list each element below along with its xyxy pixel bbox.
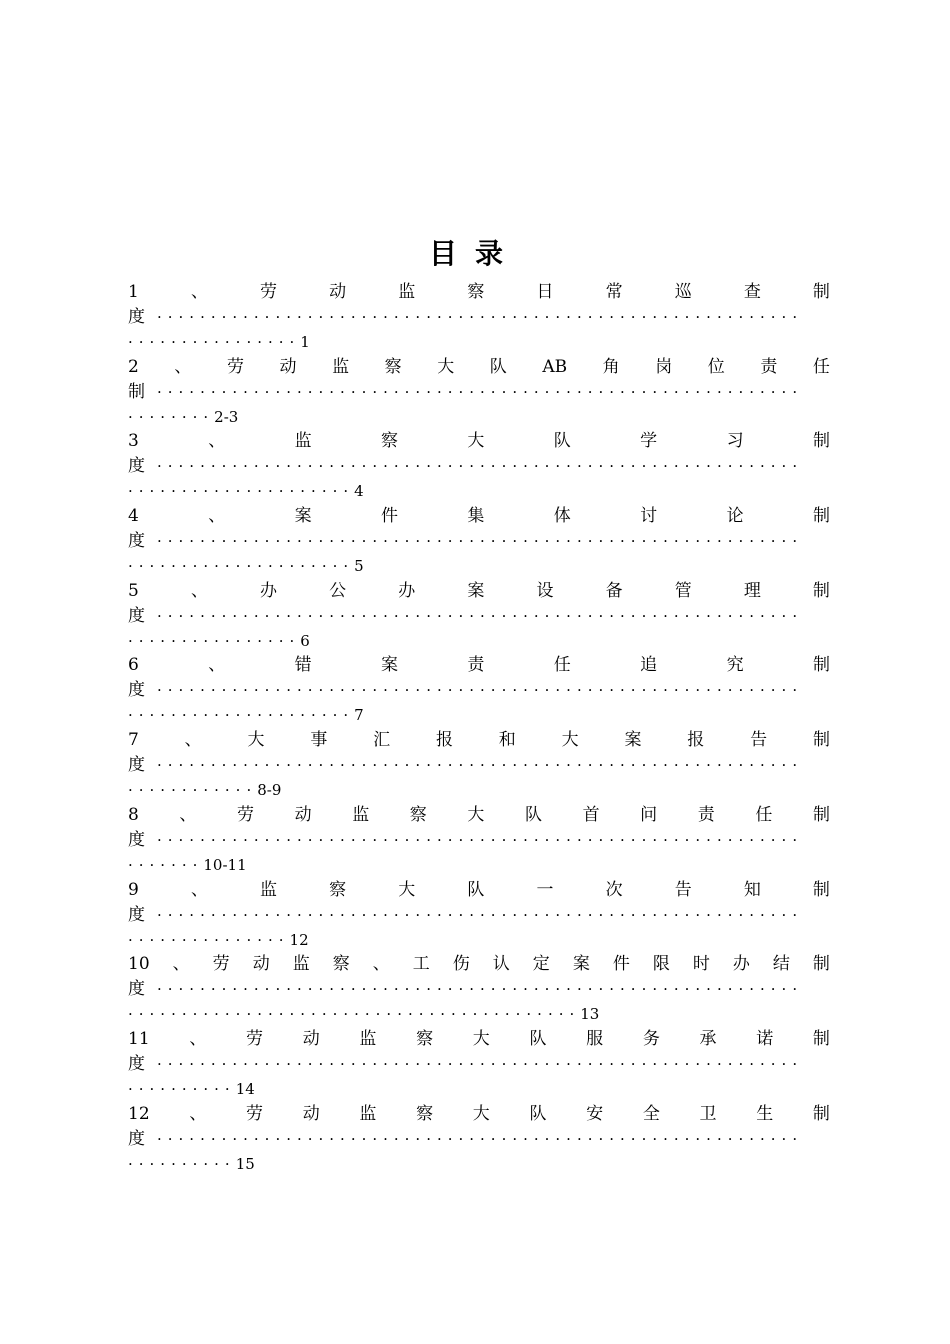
toc-entry-token: 、	[190, 879, 208, 900]
toc-entry-token: 监	[332, 356, 350, 377]
toc-entry-token: 安	[586, 1103, 604, 1124]
toc-entry-token: 监	[292, 954, 310, 975]
toc-page-number: 13	[580, 1005, 600, 1024]
toc-entry-page-line	[128, 778, 830, 803]
toc-entry[interactable]	[128, 579, 830, 654]
toc-entry-heading	[128, 579, 830, 604]
toc-entry[interactable]	[128, 952, 830, 1027]
toc-entry-token: 大	[247, 730, 265, 751]
toc-entry-token: 监	[294, 431, 312, 452]
toc-page-number: 14	[235, 1079, 255, 1098]
toc-page-number: 4	[354, 482, 364, 501]
toc-entry-token: 案	[624, 730, 642, 751]
toc-entry-token: 大	[467, 431, 485, 452]
toc-dot-leader: ··········································	[128, 1005, 581, 1024]
toc-entry-token: 察	[409, 804, 427, 825]
toc-entry-last-char: 度	[128, 979, 145, 1000]
toc-entry-token: 问	[640, 804, 658, 825]
toc-entry-continuation	[128, 903, 830, 928]
toc-entry-token: 案	[294, 506, 312, 527]
toc-entry-token: 1	[128, 282, 139, 302]
toc-entry-token: 日	[536, 282, 554, 302]
toc-entry-last-char: 度	[128, 1053, 145, 1074]
toc-entry-token: 集	[467, 506, 485, 527]
toc-dot-leader: ····························································	[157, 681, 804, 700]
toc-entry-token: 大	[472, 1028, 490, 1049]
toc-dot-leader: ····························································	[157, 830, 804, 849]
toc-entry-token: 任	[812, 356, 830, 377]
toc-entry-token: 察	[384, 356, 402, 377]
toc-page-number: 15	[235, 1154, 255, 1173]
toc-dot-leader: ················	[128, 333, 301, 351]
toc-entry-token: 劳	[246, 1103, 264, 1124]
toc-entry-token: 论	[726, 506, 744, 527]
toc-dot-leader: ····························································	[157, 382, 804, 401]
toc-entry-token: 限	[652, 954, 670, 975]
toc-entry-token: 察	[381, 431, 398, 452]
toc-entry-token: 5	[128, 580, 139, 601]
toc-entry-token: 队	[553, 431, 571, 452]
toc-page-number: 2-3	[214, 407, 239, 426]
toc-entry-token: 岗	[655, 356, 673, 377]
toc-entry-page-line	[128, 479, 830, 504]
toc-entry-last-char: 度	[128, 904, 145, 925]
toc-entry-last-char: 度	[128, 456, 145, 477]
toc-entry-token: 监	[260, 879, 278, 900]
toc-entry-token: 动	[252, 954, 270, 975]
toc-entry-continuation	[128, 678, 830, 703]
toc-entry-continuation	[128, 529, 830, 554]
toc-entry-last-char: 度	[128, 531, 145, 552]
toc-dot-leader: ··········	[128, 1154, 236, 1173]
toc-entry-heading	[128, 1027, 830, 1052]
toc-entry-token: 队	[524, 804, 542, 825]
toc-entry-token: 追	[640, 655, 658, 676]
toc-entry-page-line	[128, 629, 830, 654]
toc-entry-token: 制	[812, 954, 830, 975]
toc-entry-token: 工	[412, 954, 430, 975]
toc-entry-token: 劳	[212, 954, 230, 975]
toc-entry-page-line	[128, 405, 830, 430]
toc-entry-token: 案	[467, 580, 485, 601]
toc-dot-leader: ············	[128, 781, 258, 800]
toc-entry-token: 位	[707, 356, 725, 377]
toc-entry[interactable]	[128, 355, 830, 430]
toc-entry-token: 诺	[756, 1028, 774, 1049]
toc-dot-leader: ····························································	[157, 457, 804, 476]
toc-entry-continuation	[128, 454, 830, 479]
toc-entry-continuation	[128, 380, 830, 405]
table-of-contents	[128, 280, 830, 1176]
toc-entry-heading	[128, 355, 830, 380]
toc-entry-token: 制	[812, 730, 830, 751]
toc-entry-token: 大	[437, 356, 455, 377]
toc-entry-token: 12	[128, 1103, 150, 1124]
toc-entry-token: 公	[329, 580, 347, 601]
toc-entry-token: 大	[472, 1103, 490, 1124]
toc-dot-leader: ····························································	[157, 308, 804, 326]
toc-entry-page-line	[128, 853, 830, 878]
toc-entry[interactable]	[128, 1102, 830, 1177]
toc-entry-token: 察	[467, 282, 485, 302]
toc-entry-token: 队	[467, 879, 485, 900]
toc-entry-token: 10	[128, 954, 150, 975]
toc-entry-token: 、	[372, 954, 390, 975]
toc-dot-leader: ···············	[128, 930, 290, 949]
toc-entry-token: 知	[743, 879, 761, 900]
toc-entry-token: 错	[294, 655, 312, 676]
toc-entry-token: 定	[532, 954, 550, 975]
toc-entry-page-line	[128, 1077, 830, 1102]
toc-entry-token: 任	[755, 804, 773, 825]
toc-entry[interactable]	[128, 504, 830, 579]
toc-entry[interactable]	[128, 1027, 830, 1102]
toc-entry-token: 体	[553, 506, 571, 527]
toc-entry-token: 办	[732, 954, 750, 975]
toc-entry-continuation	[128, 977, 830, 1002]
toc-entry-token: 一	[536, 879, 554, 900]
toc-entry-token: 和	[498, 730, 516, 751]
toc-entry-token: 察	[416, 1028, 434, 1049]
toc-entry-page-line	[128, 554, 830, 579]
toc-dot-leader: ················	[128, 631, 301, 650]
toc-entry[interactable]	[128, 878, 830, 953]
toc-entry-last-char: 度	[128, 1128, 145, 1149]
toc-entry-token: 9	[128, 879, 139, 900]
toc-entry-page-line	[128, 703, 830, 728]
toc-page-number: 10-11	[203, 855, 247, 874]
toc-entry-token: 、	[208, 655, 226, 676]
toc-dot-leader: ····························································	[157, 532, 804, 551]
toc-dot-leader: ····························································	[157, 756, 804, 775]
toc-dot-leader: ····························································	[157, 606, 804, 625]
toc-entry-token: 责	[697, 804, 715, 825]
toc-entry-token: 事	[310, 730, 328, 751]
toc-entry-token: 动	[294, 804, 312, 825]
toc-entry-token: 监	[359, 1028, 377, 1049]
toc-entry-token: 责	[760, 356, 778, 377]
toc-entry-token: 制	[812, 655, 830, 676]
toc-entry-token: 制	[812, 804, 830, 825]
toc-entry-token: 、	[179, 804, 197, 825]
toc-entry[interactable]	[128, 280, 830, 355]
toc-entry-token: 设	[536, 580, 554, 601]
toc-entry-heading	[128, 429, 830, 454]
toc-entry-token: 全	[642, 1103, 660, 1124]
toc-entry-token: 伤	[452, 954, 470, 975]
toc-entry-token: 备	[605, 580, 623, 601]
toc-title: 目录	[428, 237, 521, 270]
toc-entry-token: 监	[398, 282, 416, 302]
toc-entry[interactable]	[128, 728, 830, 803]
toc-dot-leader: ·····················	[128, 482, 355, 501]
toc-entry-token: 办	[260, 580, 278, 601]
toc-page-number: 8-9	[257, 781, 282, 800]
toc-page-number: 1	[300, 333, 310, 351]
toc-entry-token: 、	[208, 506, 226, 527]
toc-dot-leader: ····························································	[157, 1129, 804, 1148]
toc-entry-page-line	[128, 1002, 830, 1027]
toc-entry-heading	[128, 878, 830, 903]
toc-entry-token: 监	[352, 804, 370, 825]
toc-entry-token: 究	[726, 655, 744, 676]
toc-entry-token: 管	[674, 580, 692, 601]
toc-entry-token: 、	[190, 580, 208, 601]
toc-entry-token: 件	[381, 506, 398, 527]
toc-entry-token: 任	[553, 655, 571, 676]
toc-entry-continuation	[128, 753, 830, 778]
toc-entry-continuation	[128, 604, 830, 629]
toc-entry-token: 学	[640, 431, 658, 452]
toc-entry-token: 报	[687, 730, 705, 751]
toc-entry-token: 案	[572, 954, 590, 975]
toc-entry-token: 服	[586, 1028, 604, 1049]
toc-entry-continuation	[128, 1052, 830, 1077]
toc-entry-heading	[128, 728, 830, 753]
toc-entry-token: 动	[329, 282, 347, 302]
toc-entry-token: 11	[128, 1028, 150, 1049]
toc-entry-token: 4	[128, 506, 139, 527]
toc-entry-token: 讨	[640, 506, 658, 527]
toc-page-number: 6	[300, 631, 310, 650]
toc-entry-token: 劳	[226, 356, 244, 377]
toc-entry-token: 首	[582, 804, 600, 825]
toc-entry-token: 制	[812, 1028, 830, 1049]
toc-entry-token: 责	[467, 655, 485, 676]
toc-entry-token: 、	[189, 1103, 207, 1124]
toc-entry-token: 次	[605, 879, 623, 900]
toc-page-number: 5	[354, 557, 364, 576]
toc-entry-token: 告	[674, 879, 692, 900]
toc-entry-token: 、	[184, 730, 202, 751]
toc-entry-token: 动	[279, 356, 297, 377]
toc-entry-token: 2	[128, 356, 139, 377]
toc-entry-token: 3	[128, 431, 139, 452]
toc-entry-continuation	[128, 305, 830, 330]
toc-entry-last-char: 度	[128, 829, 145, 850]
toc-entry-token: 、	[190, 282, 208, 302]
toc-entry-token: 案	[381, 655, 398, 676]
toc-dot-leader: ····························································	[157, 905, 804, 924]
toc-entry-token: 监	[359, 1103, 377, 1124]
toc-entry-last-char: 度	[128, 307, 145, 327]
toc-entry-token: 时	[692, 954, 710, 975]
toc-entry-heading	[128, 653, 830, 678]
toc-entry-token: 承	[699, 1028, 717, 1049]
toc-entry-token: 制	[812, 431, 830, 452]
toc-entry-token: 察	[332, 954, 350, 975]
toc-entry-token: 卫	[699, 1103, 717, 1124]
toc-entry-token: 务	[642, 1028, 660, 1049]
toc-entry-token: 报	[435, 730, 453, 751]
toc-entry[interactable]	[128, 429, 830, 504]
toc-entry-token: 巡	[674, 282, 692, 302]
toc-entry-token: 动	[302, 1103, 320, 1124]
toc-page-number: 12	[289, 930, 309, 949]
toc-entry-token: 办	[398, 580, 416, 601]
toc-entry-token: 制	[812, 1103, 830, 1124]
toc-entry-token: 7	[128, 730, 139, 751]
toc-entry-token: 大	[467, 804, 485, 825]
toc-entry-token: 习	[726, 431, 744, 452]
toc-entry-heading	[128, 280, 830, 305]
toc-dot-leader: ····························································	[157, 980, 804, 999]
toc-entry-continuation	[128, 828, 830, 853]
toc-entry-token: 大	[561, 730, 579, 751]
toc-entry-token: 劳	[246, 1028, 264, 1049]
toc-entry-page-line	[128, 1152, 830, 1177]
toc-entry-page-line	[128, 928, 830, 953]
toc-entry-token: 角	[602, 356, 620, 377]
toc-entry-token: 查	[743, 282, 761, 302]
toc-dot-leader: ·····················	[128, 557, 355, 576]
toc-entry-token: 制	[812, 580, 830, 601]
toc-entry-page-line	[128, 330, 830, 355]
toc-page-number: 7	[354, 706, 364, 725]
toc-entry-continuation	[128, 1127, 830, 1152]
toc-entry-token: 、	[208, 431, 226, 452]
toc-entry-token: 、	[172, 954, 190, 975]
toc-entry-heading	[128, 952, 830, 977]
toc-dot-leader: ··········	[128, 1079, 236, 1098]
toc-dot-leader: ·····················	[128, 706, 355, 725]
toc-entry-token: 理	[743, 580, 761, 601]
toc-entry-token: 生	[756, 1103, 774, 1124]
toc-entry-token: 队	[529, 1028, 547, 1049]
toc-entry-token: 件	[612, 954, 630, 975]
toc-entry-token: 常	[605, 282, 623, 302]
toc-entry-last-char: 度	[128, 755, 145, 776]
toc-entry-token: 劳	[260, 282, 278, 302]
toc-entry-token: 6	[128, 655, 139, 676]
toc-entry-heading	[128, 1102, 830, 1127]
toc-entry-last-char: 制	[128, 381, 145, 402]
toc-entry-token: 、	[174, 356, 192, 377]
toc-entry[interactable]	[128, 653, 830, 728]
toc-entry-token: 察	[416, 1103, 434, 1124]
toc-dot-leader: ········	[128, 407, 215, 426]
toc-entry-token: 8	[128, 804, 139, 825]
toc-entry-token: 、	[189, 1028, 207, 1049]
toc-entry[interactable]	[128, 803, 830, 878]
toc-entry-token: 结	[772, 954, 790, 975]
toc-entry-heading	[128, 504, 830, 529]
toc-entry-token: 劳	[237, 804, 255, 825]
toc-entry-heading	[128, 803, 830, 828]
toc-entry-token: 队	[489, 356, 507, 377]
toc-entry-token: 制	[812, 282, 830, 302]
toc-entry-token: 认	[492, 954, 510, 975]
toc-entry-token: 汇	[373, 730, 391, 751]
toc-entry-token: 动	[302, 1028, 320, 1049]
toc-dot-leader: ·······	[128, 855, 204, 874]
toc-dot-leader: ····························································	[157, 1054, 804, 1073]
toc-entry-token: 告	[750, 730, 768, 751]
toc-entry-last-char: 度	[128, 680, 145, 701]
toc-entry-last-char: 度	[128, 605, 145, 626]
toc-entry-token: 制	[812, 506, 830, 527]
toc-entry-token: 制	[812, 879, 830, 900]
toc-entry-token: AB	[542, 356, 568, 377]
toc-entry-token: 大	[398, 879, 416, 900]
toc-entry-token: 队	[529, 1103, 547, 1124]
toc-entry-token: 察	[329, 879, 347, 900]
